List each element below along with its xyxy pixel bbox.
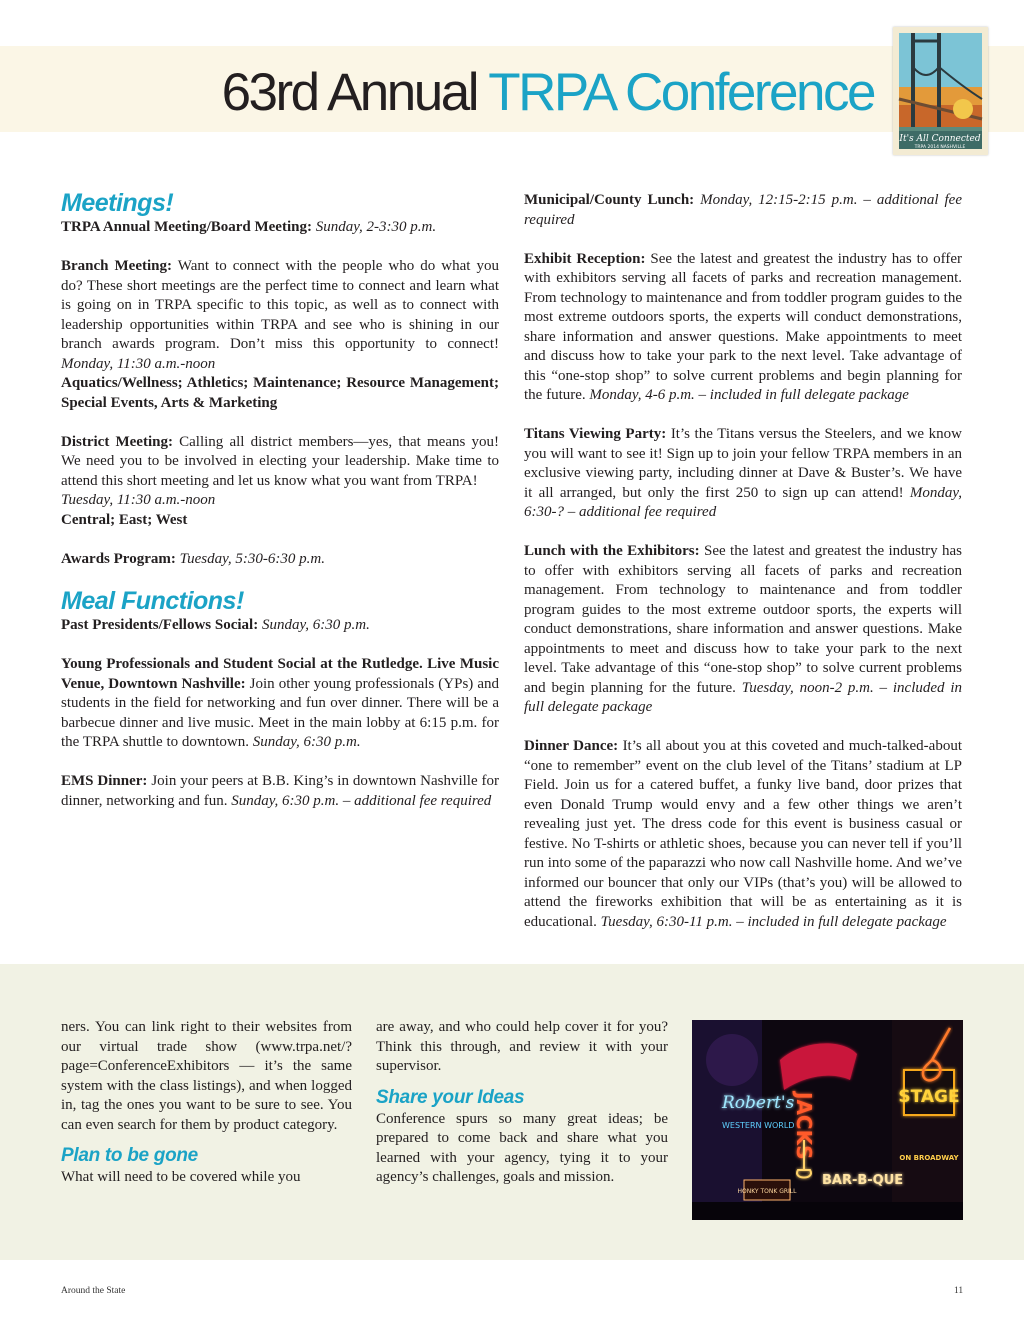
young-professionals-label: Young Professionals and Student Social at the Rutledge. Live Music Venue, Downtown Nashville: bbox=[61, 656, 499, 692]
district-meeting-groups: Central; East; West bbox=[61, 511, 188, 528]
awards-program-item bbox=[61, 550, 499, 570]
young-professionals-time: Sunday, 6:30 p.m. bbox=[252, 734, 361, 750]
titans-viewing-item bbox=[524, 425, 962, 523]
coverage-text: are away, and who could help cover it for you? Think this through, and review it with your supervisor. bbox=[376, 1019, 668, 1074]
dinner-dance-label: Dinner Dance: bbox=[524, 738, 619, 754]
page-title bbox=[0, 58, 874, 128]
title-part-2: TRPA Conference bbox=[488, 63, 874, 122]
bottom-column-1 bbox=[61, 1018, 352, 1188]
annual-meeting-time: Sunday, 2-3:30 p.m. bbox=[315, 219, 437, 235]
ems-dinner-text: Join your peers at B.B. King’s in downtown Nashville for dinner, networking and fun. bbox=[61, 773, 500, 809]
district-meeting-text: Calling all district members—yes, that means you! We need you to be involved in electing your leadership. Make time to attend this short meeting and let us know what you want from TRPA! bbox=[61, 433, 499, 489]
municipal-lunch-item bbox=[524, 191, 962, 230]
dinner-dance-time: Tuesday, 6:30-11 p.m. – included in full delegate package bbox=[600, 913, 947, 930]
ems-dinner-label: EMS Dinner: bbox=[61, 773, 148, 789]
district-meeting-label: District Meeting: bbox=[61, 433, 173, 450]
jacks-sign: JACKS bbox=[792, 1092, 816, 1160]
branch-meeting-label: Branch Meeting: bbox=[61, 258, 172, 274]
branch-meeting-item bbox=[61, 257, 499, 374]
past-presidents-time: Sunday, 6:30 p.m. bbox=[261, 617, 370, 633]
exhibit-reception-time: Monday, 4-6 p.m. – included in full delegate package bbox=[589, 387, 909, 403]
past-presidents-item bbox=[61, 616, 499, 636]
logo-tagline: It's All Connected bbox=[899, 134, 981, 144]
young-professionals-text: Join other young professionals (YPs) and students in the field for networking and fun over dinner. There will be a barbecue dinner and live music. Meet in the main lobby at 6:15 p.m. for the TRPA shuttle to downtown. bbox=[61, 675, 499, 750]
bridge-logo-graphic bbox=[893, 27, 988, 155]
dinner-dance-item bbox=[524, 737, 962, 932]
roberts-sign: Robert's bbox=[722, 1093, 795, 1113]
young-professionals-item bbox=[61, 655, 499, 753]
ems-dinner-time: Sunday, 6:30 p.m. – additional fee required bbox=[231, 792, 492, 809]
honky-tonk-sign: HONKY TONK GRILL bbox=[737, 1188, 797, 1195]
left-column bbox=[61, 188, 499, 811]
branch-meeting-time: Monday, 11:30 a.m.-noon bbox=[61, 355, 216, 372]
bbq-sign: BAR-B-QUE bbox=[822, 1173, 904, 1188]
lunch-exhibitors-item bbox=[524, 542, 962, 718]
ems-dinner-item bbox=[61, 772, 499, 811]
plan-text: What will need to be covered while you bbox=[61, 1169, 301, 1185]
footer-left: Around the State bbox=[61, 1286, 126, 1296]
exhibit-reception-text: See the latest and greatest the industry has to offer with exhibitors serving all facets of parks and recreation management. From technology to maintenance and from toddler program guides to the most extreme outdoors sports, the experts will conduct demonstrations, share information and answer questions. Make appointments to meet and discuss how to take your park to the next level. Take advantage of this “one-stop shop” to solve current problems and begin planning for the future. bbox=[524, 250, 963, 403]
western-world-sign: WESTERN WORLD bbox=[722, 1121, 795, 1130]
page-number: 11 bbox=[954, 1286, 964, 1296]
conference-logo bbox=[893, 27, 988, 155]
titans-viewing-label: Titans Viewing Party: bbox=[524, 426, 667, 442]
logo-subtext: TRPA 2014 NASHVILLE bbox=[914, 145, 966, 150]
share-heading: Share your Ideas bbox=[376, 1086, 525, 1108]
meetings-heading: Meetings! bbox=[61, 189, 174, 217]
awards-program-time: Tuesday, 5:30-6:30 p.m. bbox=[179, 550, 326, 567]
district-meeting-item bbox=[61, 433, 499, 492]
neon-signs-graphic bbox=[692, 1020, 963, 1220]
lunch-exhibitors-text: See the latest and greatest the industry has to offer with exhibitors serving all facets of parks and recreation management. From technology to maintenance and from toddler program guides to the most extreme outdoor sports, the experts will conduct demonstrations, share information and answer questions. Make appointments to meet and discuss how to take your park to the next level. Take advantage of this “one-stop shop” to solve current problems and begin planning for the future. bbox=[524, 543, 962, 696]
share-text: Conference spurs so many great ideas; be prepared to come back and share what you learned with your agency, tying it to your agency’s challenges, goals and mission. bbox=[376, 1110, 668, 1185]
dinner-dance-text: It’s all about you at this coveted and much-talked-about “one to remember” event on the club level of the Titans’ stadium at LP Field. Join us for a catered buffet, a funky live band, door prizes that even Donald Trump would envy and a few other things we aren’t revealing just yet. The dress code for this event is business casual or festive. No T-shirts or athletic shoes, because you can never tell if you’ll run into some of the paparazzi who now call Nashville home. And we’ve informed our bouncer that only our VIPs (that’s you) will be allowed to attend the fireworks exhibition that will be as entertaining as it is educational. bbox=[524, 738, 962, 930]
plan-heading: Plan to be gone bbox=[61, 1145, 198, 1166]
branch-meeting-text: Want to connect with the people who do what you do? These short meetings are the perfect time to connect and learn what is going on in TRPA specific to this topic, as well as to connect with leadership opportunities within TRPA and see who is shining in our branch awards program. Don’t miss this opportunity to connect! bbox=[61, 258, 499, 352]
annual-meeting-label: TRPA Annual Meeting/Board Meeting: bbox=[61, 219, 312, 235]
titans-viewing-text: It’s the Titans versus the Steelers, and we know you will want to see it! Sign up to join your fellow TRPA members in an exclusive viewing party, including dinner at Dave & Buster’s. We have it all arranged, but only the first 250 to sign up can attend! bbox=[524, 426, 963, 501]
past-presidents-label: Past Presidents/Fellows Social: bbox=[61, 617, 259, 633]
bottom-column-2 bbox=[376, 1018, 668, 1188]
municipal-lunch-time: Monday, 12:15-2:15 p.m. – additional fee required bbox=[524, 192, 962, 228]
exhibitors-text: ners. You can link right to their websites from our virtual trade show (www.trpa.net/?page=ConferenceExhibitors — it’s the same system with the class listings), and when logged in, tag the ones you want to be sure to see. You can even search for them by product category. bbox=[61, 1019, 352, 1133]
branch-meeting-groups: Aquatics/Wellness; Athletics; Maintenance; Resource Management; Special Events, Arts & Marketing bbox=[61, 375, 499, 411]
exhibit-reception-label: Exhibit Reception: bbox=[524, 250, 646, 267]
exhibit-reception-item bbox=[524, 250, 962, 406]
title-part-1: 63rd Annual bbox=[221, 63, 489, 122]
on-broadway-sign: ON BROADWAY bbox=[899, 1154, 959, 1162]
lunch-exhibitors-time: Tuesday, noon-2 p.m. – included in full delegate package bbox=[524, 679, 962, 715]
broadway-neon-photo bbox=[692, 1020, 963, 1220]
lunch-exhibitors-label: Lunch with the Exhibitors: bbox=[524, 543, 700, 559]
right-column bbox=[524, 191, 962, 932]
stage-sign: STAGE bbox=[898, 1087, 960, 1107]
awards-program-label: Awards Program: bbox=[61, 550, 176, 567]
titans-viewing-time: Monday, 6:30-? – additional fee required bbox=[524, 484, 962, 520]
meal-functions-heading: Meal Functions! bbox=[61, 587, 244, 615]
annual-meeting-item bbox=[61, 218, 499, 238]
district-meeting-time: Tuesday, 11:30 a.m.-noon bbox=[61, 492, 216, 508]
municipal-lunch-label: Municipal/County Lunch: bbox=[524, 192, 695, 208]
